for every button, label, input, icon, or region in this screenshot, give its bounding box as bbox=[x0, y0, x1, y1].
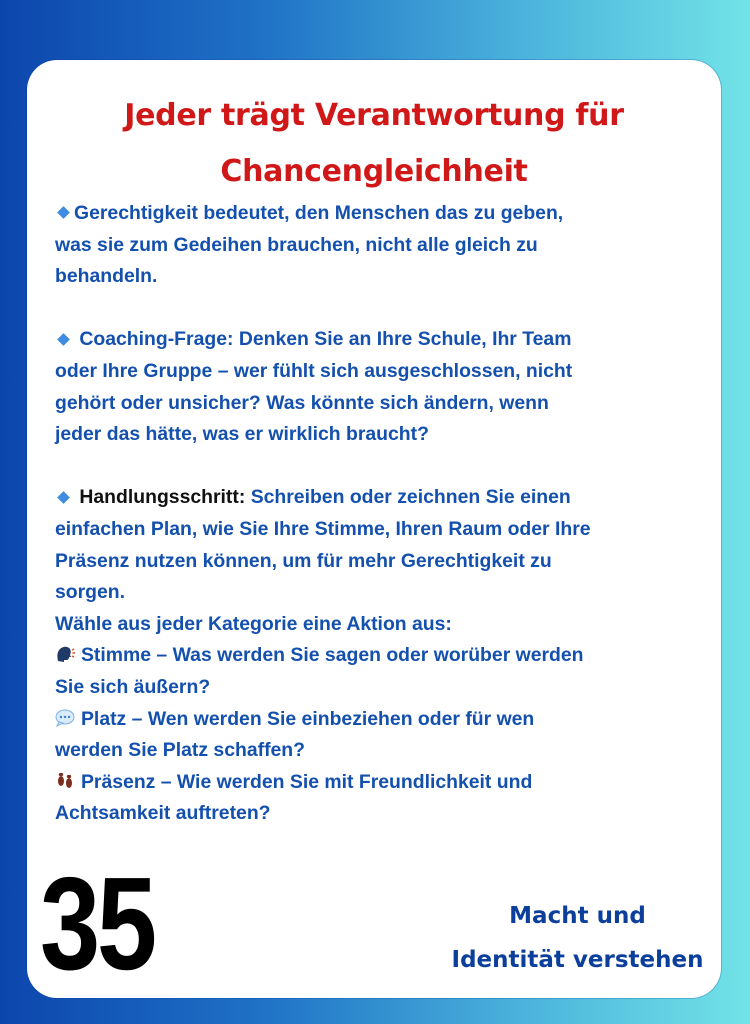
footer-category-line-1: Macht und bbox=[509, 903, 646, 929]
paragraph-coaching-line-3: gehört oder unsicher? Was könnte sich ändern, wenn bbox=[55, 391, 549, 414]
paragraph-justice-line-2: was sie zum Gedeihen brauchen, nicht alle gleich zu bbox=[55, 233, 538, 256]
action-step-line-2: einfachen Plan, wie Sie Ihre Stimme, Ihren Raum oder Ihre bbox=[55, 517, 591, 540]
card-title-line-2: Chancengleichheit bbox=[220, 154, 528, 189]
speaking-head-icon bbox=[55, 645, 75, 663]
paragraph-text: Gerechtigkeit bedeutet, den Menschen das zu geben, bbox=[74, 202, 564, 224]
action-step-line-3: Präsenz nutzen können, um für mehr Gerechtigkeit zu bbox=[55, 549, 552, 572]
action-presence-text: Präsenz – Wie werden Sie mit Freundlichkeit und bbox=[81, 770, 533, 793]
footprints-icon bbox=[55, 772, 75, 790]
action-voice-text: Stimme – Was werden Sie sagen oder worüber werden bbox=[81, 644, 584, 667]
card-content bbox=[55, 198, 705, 830]
action-step-label: Handlungsschritt: bbox=[79, 486, 246, 509]
paragraph-justice bbox=[55, 198, 705, 293]
paragraph-justice-line-3: behandeln. bbox=[55, 265, 158, 288]
diamond-icon bbox=[57, 491, 70, 504]
action-step-line-1 bbox=[55, 482, 705, 514]
card-number: 35 bbox=[40, 850, 154, 997]
action-presence-line-2: Achtsamkeit auftreten? bbox=[55, 802, 271, 825]
paragraph-text: Coaching-Frage: Denken Sie an Ihre Schule, Ihr Team bbox=[79, 328, 572, 351]
action-presence-line-1 bbox=[55, 767, 705, 799]
paragraph-action-step bbox=[55, 482, 705, 830]
speech-bubble-icon bbox=[55, 709, 75, 727]
action-space-line-2: werden Sie Platz schaffen? bbox=[55, 739, 305, 762]
paragraph-coaching-line-1 bbox=[55, 324, 705, 356]
paragraph-coaching-line-4: jeder das hätte, was er wirklich braucht? bbox=[55, 423, 429, 446]
action-voice-line-1 bbox=[55, 640, 705, 672]
action-voice-line-2: Sie sich äußern? bbox=[55, 675, 211, 698]
card-title bbox=[27, 88, 721, 200]
action-step-instruction: Wähle aus jeder Kategorie eine Aktion aus: bbox=[55, 612, 452, 635]
card-title-line-1: Jeder trägt Verantwortung für bbox=[124, 98, 624, 133]
action-space-line-1 bbox=[55, 704, 705, 736]
action-step-line-4: sorgen. bbox=[55, 581, 126, 604]
diamond-icon bbox=[57, 333, 70, 346]
paragraph-justice-line-1 bbox=[55, 198, 705, 230]
paragraph-text: Schreiben oder zeichnen Sie einen bbox=[250, 486, 571, 509]
paragraph-coaching-line-2: oder Ihre Gruppe – wer fühlt sich ausgeschlossen, nicht bbox=[55, 359, 573, 382]
footer-category-line-2: Identität verstehen bbox=[451, 947, 704, 973]
footer-category bbox=[430, 894, 725, 982]
action-space-text: Platz – Wen werden Sie einbeziehen oder für wen bbox=[81, 707, 535, 730]
paragraph-coaching-question bbox=[55, 324, 705, 450]
diamond-icon bbox=[57, 207, 70, 220]
